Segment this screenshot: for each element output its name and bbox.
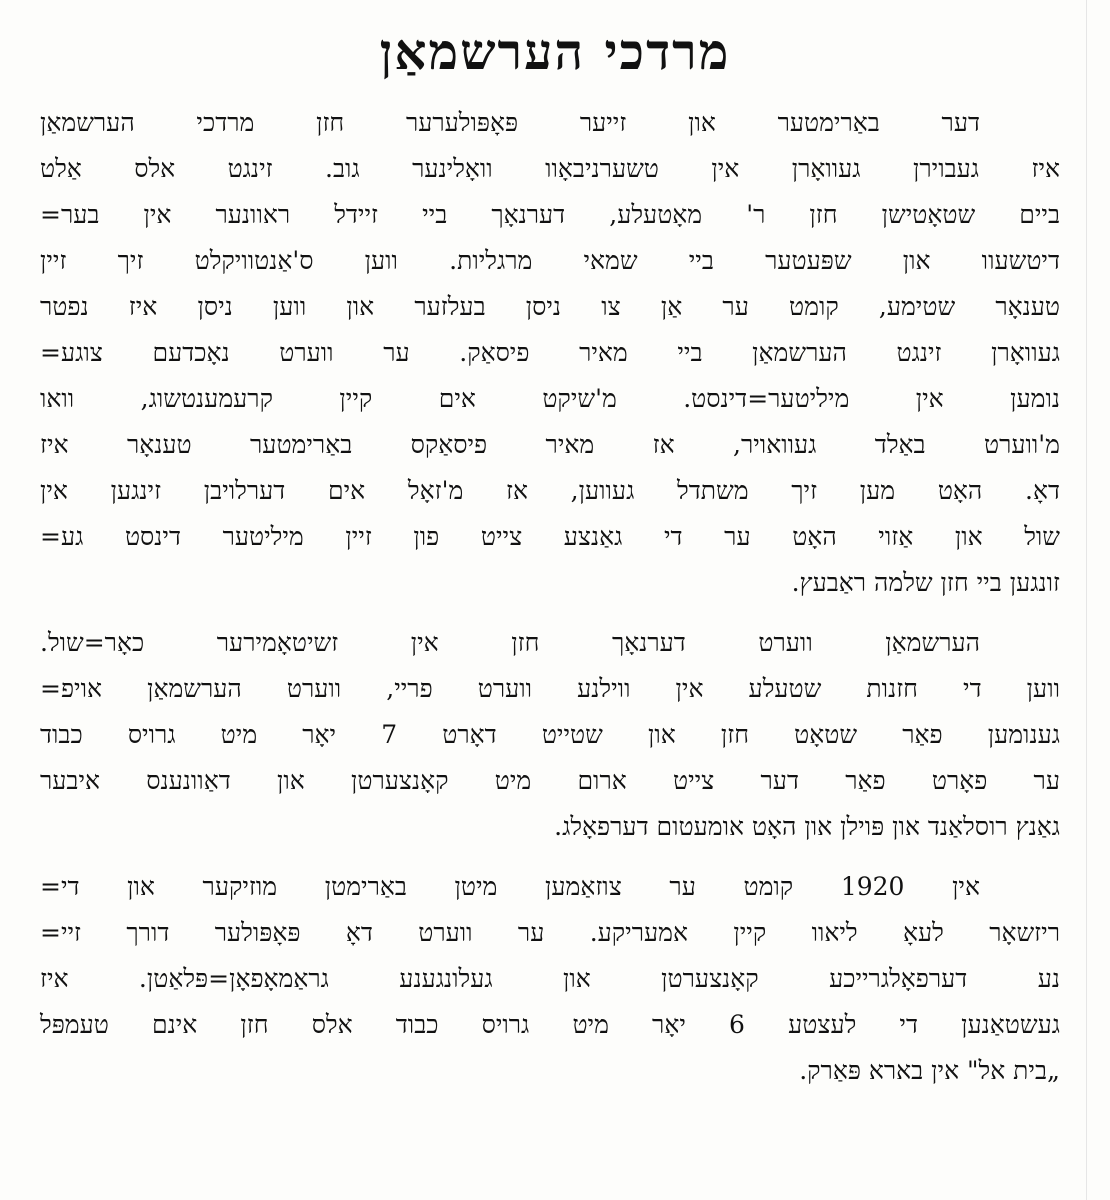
text-line: נע דערפאָלגרייכע קאָנצערטן און געלונגענע גראַמאָפאָן=פּלאַטן. איז: [40, 964, 1060, 993]
text-line: דיטשעוו און שפּעטער ביי שמאי מרגליות. ווען ס'אַנטוויקלט זיך זיין: [40, 246, 1060, 275]
page-title: מרדכי הערשמאַן: [379, 22, 731, 81]
text-line: אין 1920 קומט ער צוזאַמען מיטן באַרימטן מוזיקער און די=: [40, 872, 980, 901]
text-line: דער באַרימטער און זייער פּאָפּולערער חזן מרדכי הערשמאַן: [40, 108, 980, 137]
paragraph-2: [40, 620, 1060, 850]
text-line: זונגען ביי חזן שלמה ראַבעץ.: [791, 568, 1060, 597]
text-line: ריזשאָר לעאָ ליאוו קיין אמעריקע. ער ווערט דאָ פּאָפּולער דורך זיי=: [40, 918, 1060, 947]
text-line: נומען אין מיליטער=דינסט. מ'שיקט אים קיין קרעמענטשוג, וואו: [40, 384, 1060, 413]
text-line: ער פאָרט פאַר דער צייט ארום מיט קאָנצערטן און דאַוונענס איבער: [40, 766, 1060, 795]
text-line: שול און אַזוי האָט ער די גאַנצע צייט פון זיין מיליטער דינסט גע=: [40, 522, 1060, 551]
text-line: ווען די חזנות שטעלע אין ווילנע ווערט פריי, ווערט הערשמאַן אויפ=: [40, 674, 1060, 703]
paragraph-gap: [40, 606, 1060, 620]
text-line: „בית אל" אין בארא פּאַרק.: [799, 1056, 1060, 1085]
text-line: מ'ווערט באַלד געוואויר, אז מאיר פיסאַקס באַרימטער טענאָר איז: [40, 430, 1060, 459]
article-body: [40, 100, 1060, 1094]
text-line: גענומען פאַר שטאָט חזן און שטייט דאָרט 7 יאָר מיט גרויס כבוד: [40, 720, 1060, 749]
paragraph-1: [40, 100, 1060, 606]
paragraph-gap: [40, 850, 1060, 864]
paragraph-3: [40, 864, 1060, 1094]
scan-edge-line: [1086, 0, 1087, 1200]
text-line: געשטאַנען די לעצטע 6 יאָר מיט גרויס כבוד אלס חזן אינם טעמפּל: [40, 1010, 1060, 1039]
text-line: געוואָרן זינגט הערשמאַן ביי מאיר פיסאַק. ער ווערט נאָכדעם צוגע=: [40, 338, 1060, 367]
text-line: גאַנץ רוסלאַנד און פּוילן און האָט אומעטום דערפאָלג.: [554, 812, 1060, 841]
text-line: הערשמאַן ווערט דערנאָך חזן אין זשיטאָמירער כאָר=שול.: [40, 628, 980, 657]
text-line: דאָ. האָט מען זיך משתדל געווען, אז מ'זאָל אים דערלויבן זינגען אין: [40, 476, 1060, 505]
text-line: איז געבוירן געוואָרן אין טשערניבאָוו וואָלינער גוב. זינגט אלס אַלט: [40, 154, 1060, 183]
text-line: טענאָר שטימע, קומט ער אַן צו ניסן בעלזער און ווען ניסן איז נפטר: [40, 292, 1060, 321]
text-line: ביים שטאָטישן חזן ר' מאָטעלע, דערנאָך ביי זיידל ראוונער אין בער=: [40, 200, 1060, 229]
